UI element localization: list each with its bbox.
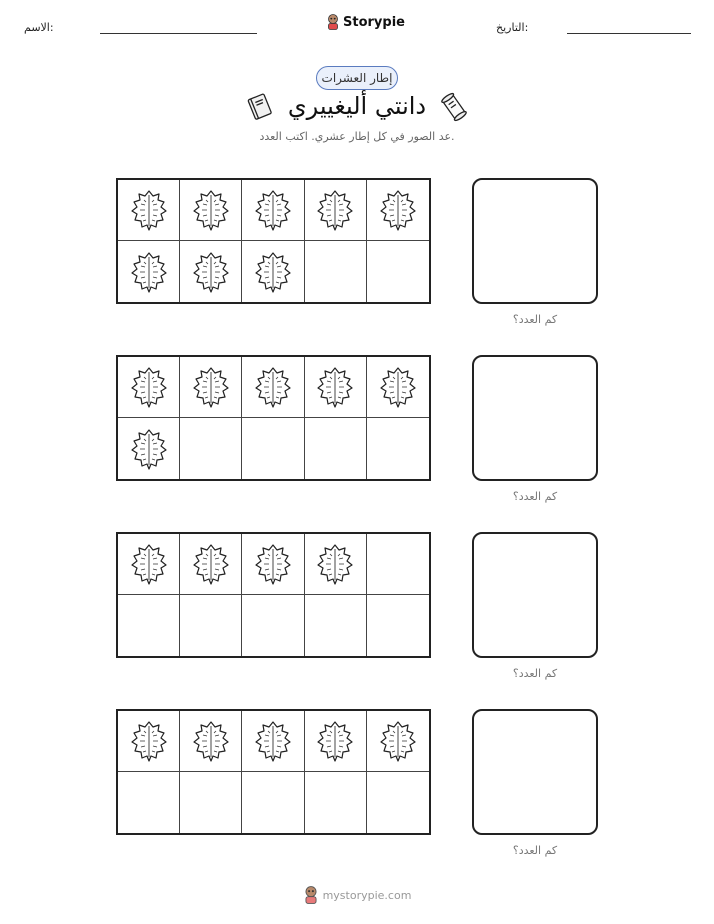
count-prompt: كم العدد؟ — [512, 313, 558, 326]
hide-pelt-icon — [191, 542, 231, 586]
name-label: الاسم: — [24, 21, 54, 34]
ten-frame — [116, 709, 431, 835]
ten-frame — [116, 178, 431, 304]
name-line — [100, 33, 257, 34]
hide-pelt-icon — [253, 250, 293, 294]
worksheet-title: دانتي أليغييري — [287, 92, 427, 120]
hide-pelt-icon — [129, 188, 169, 232]
answer-box[interactable] — [472, 532, 598, 658]
ten-frame — [116, 532, 431, 658]
date-line — [567, 33, 691, 34]
frame-cell-filled — [180, 180, 242, 241]
mascot-icon — [326, 14, 340, 30]
frame-cell-empty — [367, 772, 429, 833]
frame-cell-empty — [180, 595, 242, 656]
hide-pelt-icon — [191, 719, 231, 763]
hide-pelt-icon — [315, 188, 355, 232]
frame-cell-empty — [305, 241, 367, 302]
frame-cell-filled — [118, 241, 180, 302]
hide-pelt-icon — [191, 188, 231, 232]
frame-cell-filled — [180, 711, 242, 772]
hide-pelt-icon — [315, 365, 355, 409]
hide-pelt-icon — [253, 542, 293, 586]
hide-pelt-icon — [129, 250, 169, 294]
hide-pelt-icon — [315, 542, 355, 586]
footer-url: mystorypie.com — [322, 888, 412, 902]
frame-cell-filled — [180, 241, 242, 302]
brand-logo — [326, 14, 405, 30]
frame-cell-filled — [180, 357, 242, 418]
frame-cell-filled — [118, 180, 180, 241]
frame-cell-filled — [305, 357, 367, 418]
answer-box[interactable] — [472, 178, 598, 304]
frame-cell-filled — [367, 357, 429, 418]
hide-pelt-icon — [191, 250, 231, 294]
brand-name: Storypie — [343, 14, 405, 30]
frame-cell-filled — [305, 534, 367, 595]
count-prompt: كم العدد؟ — [512, 490, 558, 503]
hide-pelt-icon — [253, 188, 293, 232]
frame-cell-empty — [367, 595, 429, 656]
hide-pelt-icon — [253, 719, 293, 763]
date-label: التاريخ: — [496, 21, 529, 34]
frame-cell-filled — [367, 711, 429, 772]
frame-cell-empty — [118, 772, 180, 833]
hide-pelt-icon — [253, 365, 293, 409]
frame-cell-empty — [367, 534, 429, 595]
frame-cell-filled — [305, 711, 367, 772]
frame-cell-filled — [118, 357, 180, 418]
count-prompt: كم العدد؟ — [512, 667, 558, 680]
hide-pelt-icon — [378, 719, 418, 763]
frame-cell-empty — [118, 595, 180, 656]
frame-cell-filled — [242, 711, 304, 772]
frame-cell-empty — [180, 772, 242, 833]
frame-cell-filled — [118, 418, 180, 479]
count-prompt: كم العدد؟ — [512, 844, 558, 857]
frame-cell-empty — [242, 772, 304, 833]
frame-cell-empty — [367, 241, 429, 302]
frame-cell-filled — [242, 180, 304, 241]
frame-cell-empty — [305, 772, 367, 833]
topic-badge: إطار العشرات — [316, 66, 398, 90]
scroll-icon — [438, 90, 470, 124]
frame-cell-empty — [305, 418, 367, 479]
frame-cell-empty — [305, 595, 367, 656]
instructions: عد الصور في كل إطار عشري. اكتب العدد. — [259, 130, 455, 143]
frame-cell-filled — [180, 534, 242, 595]
hide-pelt-icon — [129, 542, 169, 586]
hide-pelt-icon — [315, 719, 355, 763]
frame-cell-filled — [305, 180, 367, 241]
frame-cell-empty — [242, 595, 304, 656]
hide-pelt-icon — [378, 188, 418, 232]
hide-pelt-icon — [191, 365, 231, 409]
answer-box[interactable] — [472, 709, 598, 835]
frame-cell-filled — [118, 711, 180, 772]
footer — [0, 886, 714, 904]
hide-pelt-icon — [129, 719, 169, 763]
hide-pelt-icon — [129, 427, 169, 471]
mascot-icon — [303, 886, 319, 904]
answer-box[interactable] — [472, 355, 598, 481]
frame-cell-filled — [367, 180, 429, 241]
frame-cell-filled — [242, 357, 304, 418]
ten-frame — [116, 355, 431, 481]
frame-cell-filled — [242, 241, 304, 302]
frame-cell-filled — [242, 534, 304, 595]
frame-cell-empty — [180, 418, 242, 479]
frame-cell-empty — [367, 418, 429, 479]
frame-cell-empty — [242, 418, 304, 479]
frame-cell-filled — [118, 534, 180, 595]
hide-pelt-icon — [129, 365, 169, 409]
hide-pelt-icon — [378, 365, 418, 409]
